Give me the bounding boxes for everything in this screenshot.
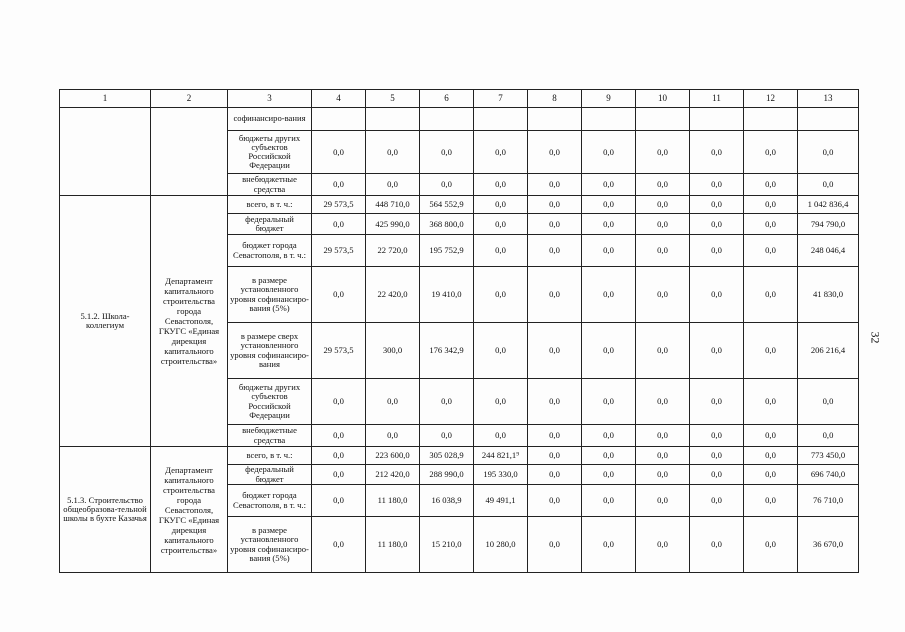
- value-cell-col-13: 0,0: [798, 379, 859, 425]
- value-cell-col-8: 0,0: [528, 267, 582, 323]
- value-cell-col-13: 36 670,0: [798, 517, 859, 573]
- value-cell-col-13: 0,0: [798, 425, 859, 447]
- value-cell-col-6: 19 410,0: [420, 267, 474, 323]
- value-cell-col-6: 0,0: [420, 174, 474, 196]
- value-cell-col-12: 0,0: [744, 517, 798, 573]
- value-cell-col-10: 0,0: [636, 465, 690, 485]
- value-cell-col-8: 0,0: [528, 447, 582, 465]
- value-cell-col-12: 0,0: [744, 447, 798, 465]
- value-cell-col-9: 0,0: [582, 235, 636, 267]
- value-cell-col-4: 0,0: [312, 447, 366, 465]
- value-cell-col-7: 0,0: [474, 379, 528, 425]
- value-cell-col-13: 794 790,0: [798, 214, 859, 235]
- value-cell-col-9: 0,0: [582, 131, 636, 174]
- value-cell-col-9: 0,0: [582, 425, 636, 447]
- value-cell-col-10: 0,0: [636, 267, 690, 323]
- value-cell-col-5: 11 180,0: [366, 517, 420, 573]
- header-row: [60, 90, 859, 108]
- value-cell-col-5: 22 420,0: [366, 267, 420, 323]
- value-cell-col-12: 0,0: [744, 196, 798, 214]
- value-cell-col-7: 0,0: [474, 174, 528, 196]
- value-cell-col-10: 0,0: [636, 214, 690, 235]
- header-cell-9: 9: [582, 90, 636, 108]
- value-cell-col-11: 0,0: [690, 131, 744, 174]
- header-cell-2: 2: [151, 90, 228, 108]
- value-cell-col-6: 16 038,9: [420, 485, 474, 517]
- value-cell-col-5: 0,0: [366, 425, 420, 447]
- value-cell-col-9: 0,0: [582, 323, 636, 379]
- funding-source-cell: внебюджетные средства: [228, 425, 312, 447]
- table-row: [60, 108, 859, 131]
- value-cell-col-9: 0,0: [582, 517, 636, 573]
- value-cell-col-5: 425 990,0: [366, 214, 420, 235]
- value-cell-col-8: 0,0: [528, 174, 582, 196]
- funding-source-cell: бюджеты других субъектов Российской Федерации: [228, 379, 312, 425]
- value-cell-col-11: 0,0: [690, 485, 744, 517]
- value-cell-col-7: 10 280,0: [474, 517, 528, 573]
- value-cell-col-8: 0,0: [528, 465, 582, 485]
- value-cell-col-12: 0,0: [744, 214, 798, 235]
- header-cell-6: 6: [420, 90, 474, 108]
- value-cell-col-5: 448 710,0: [366, 196, 420, 214]
- item-name-cell: 5.1.3. Строительство общеобразова-тельной школы в бухте Казачья: [60, 447, 151, 573]
- value-cell-col-7: 0,0: [474, 235, 528, 267]
- value-cell-col-13: 76 710,0: [798, 485, 859, 517]
- value-cell-col-5: [366, 108, 420, 131]
- value-cell-col-8: 0,0: [528, 517, 582, 573]
- value-cell-col-8: 0,0: [528, 379, 582, 425]
- funding-source-cell: бюджет города Севастополя, в т. ч.:: [228, 235, 312, 267]
- value-cell-col-4: 0,0: [312, 465, 366, 485]
- item-name-cell: [60, 108, 151, 196]
- value-cell-col-4: 29 573,5: [312, 323, 366, 379]
- header-cell-11: 11: [690, 90, 744, 108]
- value-cell-col-6: 0,0: [420, 131, 474, 174]
- value-cell-col-12: [744, 108, 798, 131]
- value-cell-col-13: [798, 108, 859, 131]
- value-cell-col-8: 0,0: [528, 485, 582, 517]
- value-cell-col-12: 0,0: [744, 485, 798, 517]
- value-cell-col-9: 0,0: [582, 485, 636, 517]
- value-cell-col-11: 0,0: [690, 447, 744, 465]
- value-cell-col-13: 0,0: [798, 131, 859, 174]
- value-cell-col-6: 368 800,0: [420, 214, 474, 235]
- value-cell-col-8: 0,0: [528, 214, 582, 235]
- funding-source-cell: в размере сверх установленного уровня софинансиро-вания: [228, 323, 312, 379]
- value-cell-col-9: 0,0: [582, 267, 636, 323]
- header-cell-10: 10: [636, 90, 690, 108]
- responsible-org-cell: [151, 108, 228, 196]
- value-cell-col-4: 0,0: [312, 174, 366, 196]
- funding-source-cell: софинансиро-вания: [228, 108, 312, 131]
- item-name-cell: 5.1.2. Школа-коллегиум: [60, 196, 151, 447]
- value-cell-col-6: [420, 108, 474, 131]
- value-cell-col-4: 0,0: [312, 267, 366, 323]
- value-cell-col-5: 0,0: [366, 379, 420, 425]
- value-cell-col-9: 0,0: [582, 447, 636, 465]
- value-cell-col-11: 0,0: [690, 425, 744, 447]
- funding-source-cell: бюджет города Севастополя, в т. ч.:: [228, 485, 312, 517]
- value-cell-col-11: 0,0: [690, 465, 744, 485]
- value-cell-col-12: 0,0: [744, 425, 798, 447]
- responsible-org-cell: Департамент капитального строительства города Севастополя, ГКУГС «Единая дирекция капитального строительства»: [151, 447, 228, 573]
- value-cell-col-9: 0,0: [582, 196, 636, 214]
- value-cell-col-8: 0,0: [528, 131, 582, 174]
- header-cell-1: 1: [60, 90, 151, 108]
- value-cell-col-11: [690, 108, 744, 131]
- value-cell-col-5: 212 420,0: [366, 465, 420, 485]
- value-cell-col-8: 0,0: [528, 425, 582, 447]
- value-cell-col-9: [582, 108, 636, 131]
- value-cell-col-12: 0,0: [744, 174, 798, 196]
- value-cell-col-9: 0,0: [582, 174, 636, 196]
- value-cell-col-6: 305 028,9: [420, 447, 474, 465]
- value-cell-col-4: 0,0: [312, 485, 366, 517]
- value-cell-col-13: 773 450,0: [798, 447, 859, 465]
- value-cell-col-11: 0,0: [690, 235, 744, 267]
- value-cell-col-7: 0,0: [474, 323, 528, 379]
- value-cell-col-13: 696 740,0: [798, 465, 859, 485]
- value-cell-col-9: 0,0: [582, 214, 636, 235]
- value-cell-col-12: 0,0: [744, 379, 798, 425]
- table-row: [60, 447, 859, 465]
- header-cell-5: 5: [366, 90, 420, 108]
- responsible-org-cell: Департамент капитального строительства города Севастополя, ГКУГС «Единая дирекция капитального строительства»: [151, 196, 228, 447]
- header-cell-13: 13: [798, 90, 859, 108]
- value-cell-col-11: 0,0: [690, 214, 744, 235]
- value-cell-col-11: 0,0: [690, 267, 744, 323]
- value-cell-col-13: 41 830,0: [798, 267, 859, 323]
- value-cell-col-13: 206 216,4: [798, 323, 859, 379]
- value-cell-col-7: 0,0: [474, 131, 528, 174]
- page-number: 32: [868, 331, 883, 344]
- value-cell-col-10: 0,0: [636, 323, 690, 379]
- funding-source-cell: федеральный бюджет: [228, 465, 312, 485]
- value-cell-col-8: [528, 108, 582, 131]
- value-cell-col-5: 223 600,0: [366, 447, 420, 465]
- value-cell-col-9: 0,0: [582, 379, 636, 425]
- value-cell-col-13: 1 042 836,4: [798, 196, 859, 214]
- table-row: [60, 196, 859, 214]
- value-cell-col-6: 176 342,9: [420, 323, 474, 379]
- funding-source-cell: бюджеты других субъектов Российской Федерации: [228, 131, 312, 174]
- value-cell-col-4: 29 573,5: [312, 235, 366, 267]
- value-cell-col-6: 0,0: [420, 379, 474, 425]
- value-cell-col-6: 195 752,9: [420, 235, 474, 267]
- value-cell-col-6: 15 210,0: [420, 517, 474, 573]
- value-cell-col-8: 0,0: [528, 235, 582, 267]
- value-cell-col-11: 0,0: [690, 517, 744, 573]
- value-cell-col-5: 0,0: [366, 131, 420, 174]
- header-cell-8: 8: [528, 90, 582, 108]
- value-cell-col-4: 0,0: [312, 379, 366, 425]
- value-cell-col-10: 0,0: [636, 131, 690, 174]
- value-cell-col-10: [636, 108, 690, 131]
- value-cell-col-10: 0,0: [636, 235, 690, 267]
- value-cell-col-7: 0,0: [474, 267, 528, 323]
- value-cell-col-5: 0,0: [366, 174, 420, 196]
- header-cell-12: 12: [744, 90, 798, 108]
- value-cell-col-7: 0,0: [474, 196, 528, 214]
- value-cell-col-6: 0,0: [420, 425, 474, 447]
- funding-source-cell: федеральный бюджет: [228, 214, 312, 235]
- value-cell-col-10: 0,0: [636, 379, 690, 425]
- value-cell-col-9: 0,0: [582, 465, 636, 485]
- value-cell-col-4: [312, 108, 366, 131]
- header-cell-3: 3: [228, 90, 312, 108]
- value-cell-col-6: 564 552,9: [420, 196, 474, 214]
- value-cell-col-13: 0,0: [798, 174, 859, 196]
- value-cell-col-7: 0,0: [474, 425, 528, 447]
- value-cell-col-11: 0,0: [690, 196, 744, 214]
- value-cell-col-7: 195 330,0: [474, 465, 528, 485]
- value-cell-col-10: 0,0: [636, 174, 690, 196]
- value-cell-col-10: 0,0: [636, 425, 690, 447]
- funding-source-cell: всего, в т. ч.:: [228, 196, 312, 214]
- value-cell-col-4: 0,0: [312, 131, 366, 174]
- value-cell-col-12: 0,0: [744, 323, 798, 379]
- budget-table: [59, 89, 859, 573]
- funding-source-cell: всего, в т. ч.:: [228, 447, 312, 465]
- funding-source-cell: внебюджетные средства: [228, 174, 312, 196]
- value-cell-col-7: 49 491,1: [474, 485, 528, 517]
- value-cell-col-7: 244 821,1⁹: [474, 447, 528, 465]
- value-cell-col-5: 22 720,0: [366, 235, 420, 267]
- value-cell-col-4: 29 573,5: [312, 196, 366, 214]
- value-cell-col-10: 0,0: [636, 485, 690, 517]
- value-cell-col-12: 0,0: [744, 235, 798, 267]
- value-cell-col-12: 0,0: [744, 267, 798, 323]
- value-cell-col-11: 0,0: [690, 323, 744, 379]
- value-cell-col-8: 0,0: [528, 196, 582, 214]
- funding-source-cell: в размере установленного уровня софинансиро-вания (5%): [228, 267, 312, 323]
- value-cell-col-10: 0,0: [636, 517, 690, 573]
- value-cell-col-12: 0,0: [744, 131, 798, 174]
- table-body: [60, 90, 859, 573]
- value-cell-col-11: 0,0: [690, 174, 744, 196]
- value-cell-col-12: 0,0: [744, 465, 798, 485]
- value-cell-col-5: 11 180,0: [366, 485, 420, 517]
- value-cell-col-4: 0,0: [312, 425, 366, 447]
- header-cell-7: 7: [474, 90, 528, 108]
- header-cell-4: 4: [312, 90, 366, 108]
- funding-source-cell: в размере установленного уровня софинансиро-вания (5%): [228, 517, 312, 573]
- value-cell-col-7: [474, 108, 528, 131]
- value-cell-col-10: 0,0: [636, 196, 690, 214]
- value-cell-col-4: 0,0: [312, 214, 366, 235]
- value-cell-col-4: 0,0: [312, 517, 366, 573]
- value-cell-col-6: 288 990,0: [420, 465, 474, 485]
- value-cell-col-7: 0,0: [474, 214, 528, 235]
- value-cell-col-11: 0,0: [690, 379, 744, 425]
- value-cell-col-5: 300,0: [366, 323, 420, 379]
- value-cell-col-8: 0,0: [528, 323, 582, 379]
- value-cell-col-10: 0,0: [636, 447, 690, 465]
- value-cell-col-13: 248 046,4: [798, 235, 859, 267]
